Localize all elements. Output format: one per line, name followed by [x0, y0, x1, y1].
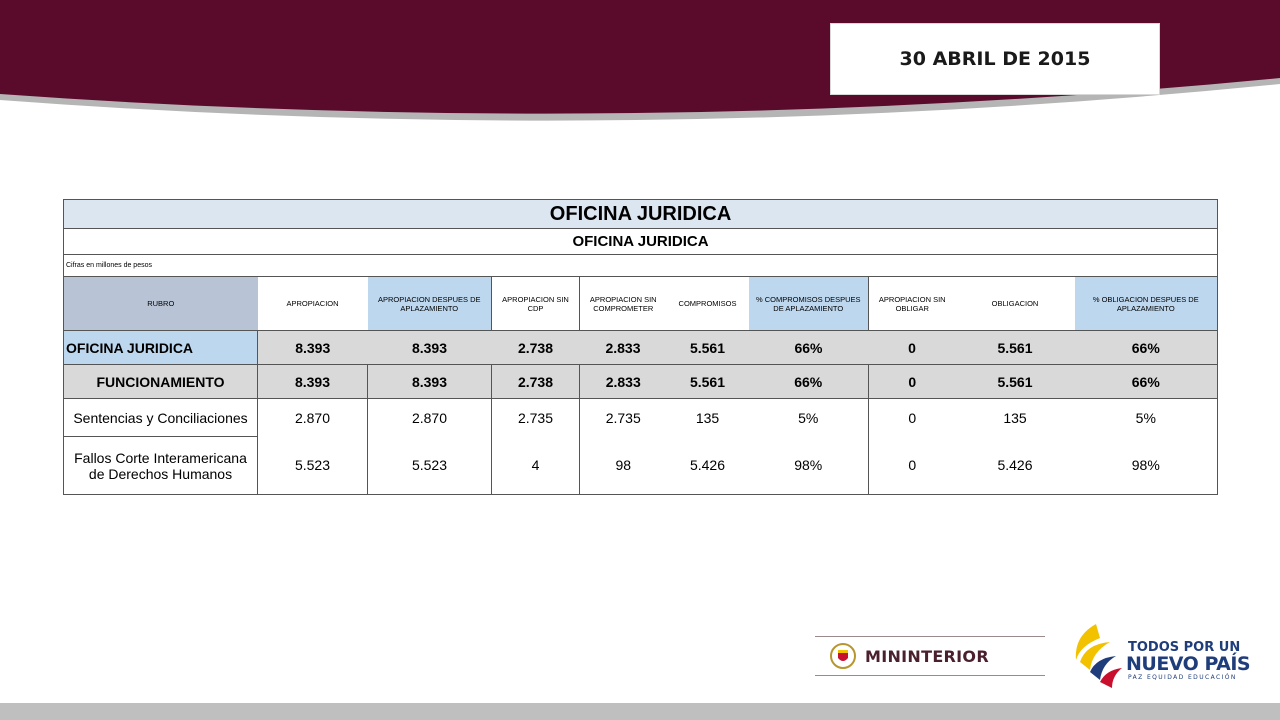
column-header: % COMPROMISOS DESPUES DE APLAZAMIENTO	[749, 277, 869, 331]
column-header: APROPIACION SIN COMPROMETER	[580, 277, 667, 331]
table-cell: 5.426	[667, 437, 749, 495]
table-cell: 0	[869, 331, 956, 365]
table-cell: 8.393	[368, 331, 492, 365]
column-header: % OBLIGACION DESPUES DE APLAZAMIENTO	[1075, 277, 1218, 331]
table-cell: 2.870	[368, 399, 492, 437]
column-header: APROPIACION SIN CDP	[492, 277, 580, 331]
table-cell: 8.393	[258, 331, 368, 365]
table-cell: 2.833	[580, 331, 667, 365]
row-label: Sentencias y Conciliaciones	[64, 399, 258, 437]
table-cell: 66%	[1075, 365, 1218, 399]
table-cell: 135	[956, 399, 1075, 437]
report-date: 30 ABRIL DE 2015	[830, 23, 1160, 95]
table-row	[64, 331, 1218, 365]
table-cell: 66%	[1075, 331, 1218, 365]
table-cell: 66%	[749, 331, 869, 365]
logo-line-1: TODOS POR UN	[1128, 640, 1241, 655]
logo-line-2: NUEVO PAÍS	[1126, 653, 1251, 675]
footer-bar	[0, 703, 1280, 720]
table-cell: 2.735	[492, 399, 580, 437]
row-label: OFICINA JURIDICA	[64, 331, 258, 365]
table-cell: 5%	[1075, 399, 1218, 437]
table-cell: 2.870	[258, 399, 368, 437]
table-cell: 4	[492, 437, 580, 495]
column-header: RUBRO	[64, 277, 258, 331]
units-note: Cifras en millones de pesos	[64, 255, 1218, 277]
table-cell: 2.738	[492, 331, 580, 365]
table-row	[64, 365, 1218, 399]
table-cell: 135	[667, 399, 749, 437]
table-cell: 98	[580, 437, 667, 495]
row-label: FUNCIONAMIENTO	[64, 365, 258, 399]
table-cell: 2.738	[492, 365, 580, 399]
table-cell: 5.426	[956, 437, 1075, 495]
logo-line-3: PAZ EQUIDAD EDUCACIÓN	[1128, 674, 1237, 681]
coat-of-arms-icon	[829, 642, 857, 670]
table-cell: 5.523	[368, 437, 492, 495]
table-cell: 98%	[749, 437, 869, 495]
row-label: Fallos Corte Interamericana de Derechos Humanos	[64, 437, 258, 495]
table-title: OFICINA JURIDICA	[64, 200, 1218, 229]
column-header: OBLIGACION	[956, 277, 1075, 331]
table-row	[64, 437, 1218, 495]
table-cell: 5.561	[956, 365, 1075, 399]
table-cell: 5%	[749, 399, 869, 437]
column-header: APROPIACION SIN OBLIGAR	[869, 277, 956, 331]
table-cell: 8.393	[368, 365, 492, 399]
column-header: APROPIACION	[258, 277, 368, 331]
todos-por-un-nuevo-pais-logo	[1070, 622, 1250, 688]
table-cell: 5.561	[667, 331, 749, 365]
table-cell: 5.523	[258, 437, 368, 495]
table-cell: 0	[869, 365, 956, 399]
column-header: APROPIACION DESPUES DE APLAZAMIENTO	[368, 277, 492, 331]
table-cell: 8.393	[258, 365, 368, 399]
table-row	[64, 399, 1218, 437]
budget-table	[63, 199, 1218, 495]
table-cell: 0	[869, 437, 956, 495]
table-cell: 0	[869, 399, 956, 437]
table-cell: 5.561	[956, 331, 1075, 365]
table-cell: 66%	[749, 365, 869, 399]
header-row	[64, 277, 1218, 331]
table-cell: 5.561	[667, 365, 749, 399]
table-cell: 2.833	[580, 365, 667, 399]
table-cell: 2.735	[580, 399, 667, 437]
table-cell: 98%	[1075, 437, 1218, 495]
mininterior-logo	[815, 636, 1045, 676]
table-subtitle: OFICINA JURIDICA	[64, 229, 1218, 255]
column-header: COMPROMISOS	[667, 277, 749, 331]
flag-swirl-icon	[1070, 622, 1130, 688]
mininterior-label: MININTERIOR	[865, 646, 989, 666]
